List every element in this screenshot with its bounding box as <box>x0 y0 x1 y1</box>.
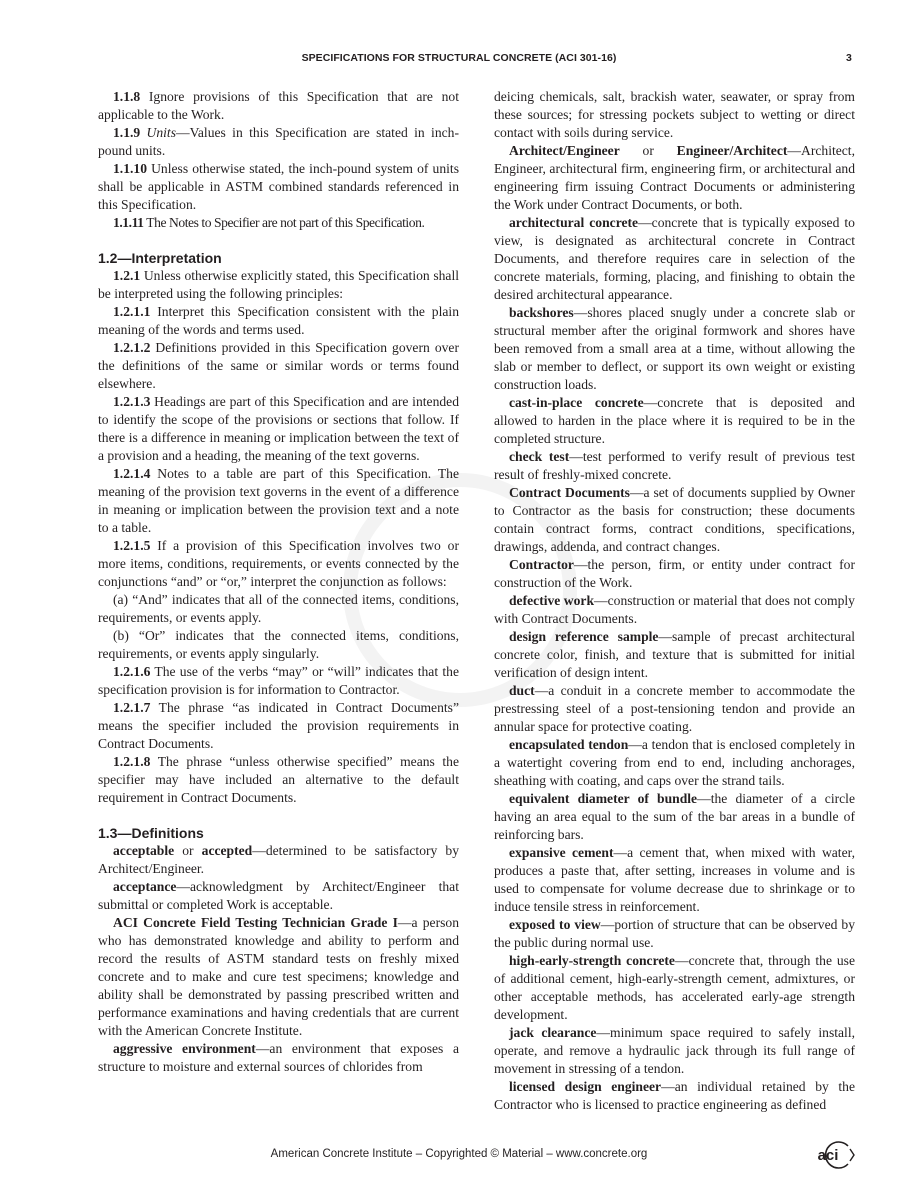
definition-exposed-to-view: exposed to view—portion of structure that can be observed by the public during normal use. <box>494 917 855 950</box>
definition-architectural-concrete: architectural concrete—concrete that is typically exposed to view, is designated as architectural concrete in Contract Documents, and therefore requires care in selection of the concrete materials, forming, placing, and finishing to obtain the desired architectural appearance. <box>494 215 855 302</box>
definition-duct: duct—a conduit in a concrete member to accommodate the prestressing steel of a post-tensioning tendon and provide an annular space for protective coating. <box>494 683 855 734</box>
clause-1-2-1-4: 1.2.1.4 Notes to a table are part of this Specification. The meaning of the provision text governs in the event of a difference in meaning or implication between the provision text and a note to a table. <box>98 466 459 535</box>
definition-design-reference-sample: design reference sample—sample of precast architectural concrete color, finish, and texture that is submitted for initial verification of design intent. <box>494 629 856 680</box>
clause-1-2-1-5-a: (a) “And” indicates that all of the connected items, conditions, requirements, or events apply. <box>98 592 459 625</box>
definition-check-test: check test—test performed to verify result of previous test result of freshly-mixed concrete. <box>494 449 855 482</box>
definition-equivalent-diameter: equivalent diameter of bundle—the diameter of a circle having an area equal to the sum of the bar areas in a bundle of reinforcing bars. <box>494 791 855 842</box>
page-number: 3 <box>846 52 852 64</box>
definition-contractor: Contractor—the person, firm, or entity under contract for construction of the Work. <box>494 557 855 590</box>
aci-logo <box>806 1140 856 1170</box>
left-column <box>98 88 459 1076</box>
clause-1-1-10: 1.1.10 Unless otherwise stated, the inch-pound system of units shall be applicable in ASTM combined standards referenced in this Specification. <box>98 161 459 212</box>
definition-jack-clearance: jack clearance—minimum space required to safely install, operate, and remove a hydraulic jack through its full range of movement in stressing of a tendon. <box>494 1025 855 1076</box>
page-header <box>0 50 918 68</box>
definition-continuation: deicing chemicals, salt, brackish water, seawater, or spray from these sources; for stressing pockets subject to wetting or direct contact with soils during service. <box>494 89 855 140</box>
clause-1-1-9: 1.1.9 Units—Values in this Specification are stated in inch-pound units. <box>98 125 459 158</box>
clause-1-2-1-6: 1.2.1.6 The use of the verbs “may” or “will” indicates that the specification provision is for information to Contractor. <box>98 664 459 697</box>
clause-1-1-11: 1.1.11 The Notes to Specifier are not part of this Specification. <box>113 215 425 230</box>
definition-acceptance: acceptance—acknowledgment by Architect/Engineer that submittal or completed Work is acceptable. <box>98 879 459 912</box>
clause-1-2-1-7: 1.2.1.7 The phrase “as indicated in Contract Documents” means the specifier included the provision requirements in Contract Documents. <box>98 700 459 751</box>
clause-1-2-1-2: 1.2.1.2 Definitions provided in this Specification govern over the definitions of the same or similar words or terms found elsewhere. <box>98 340 459 391</box>
definition-backshores: backshores—shores placed snugly under a concrete slab or structural member after the original formwork and shores have been removed from a small area at a time, without allowing the slab or member to deflect, or support its own weight or existing construction loads. <box>494 305 855 392</box>
page-footer: American Concrete Institute – Copyrighted © Material – www.concrete.org <box>270 1148 648 1160</box>
svg-text:aci: aci <box>817 1147 839 1164</box>
definition-defective-work: defective work—construction or material that does not comply with Contract Documents. <box>494 593 855 626</box>
definition-architect-engineer: Architect/Engineer or Engineer/Architect—Architect, Engineer, architectural firm, engineering firm, or architectural and engineering firm issuing Contract Documents or administering the Work under Contract Documents, or both. <box>494 143 855 212</box>
clause-1-2-1-3: 1.2.1.3 Headings are part of this Specification and are intended to identify the scope of the provisions or sections that follow. If there is a difference in meaning or implication between the text of a provision and a heading, the meaning of the text governs. <box>98 394 459 463</box>
definition-expansive-cement: expansive cement—a cement that, when mixed with water, produces a paste that, after setting, increases in volume and is used to compensate for volume decrease due to shrinkage or to induce tensile stress in reinforcement. <box>494 845 855 914</box>
definition-acceptable: acceptable or accepted—determined to be satisfactory by Architect/Engineer. <box>98 843 459 876</box>
clause-1-2-1-5-b: (b) “Or” indicates that the connected items, conditions, requirements, or events apply singularly. <box>98 628 459 661</box>
section-heading-interpretation: 1.2—Interpretation <box>98 250 222 266</box>
definition-cast-in-place-concrete: cast-in-place concrete—concrete that is deposited and allowed to harden in the place where it is required to be in the completed structure. <box>494 395 855 446</box>
right-column <box>494 88 855 1114</box>
section-heading-definitions: 1.3—Definitions <box>98 825 204 841</box>
definition-contract-documents: Contract Documents—a set of documents supplied by Owner to Contractor as the basis for construction; these documents contain contract forms, contract conditions, specifications, drawings, addenda, and contract changes. <box>494 485 855 554</box>
clause-1-1-8: 1.1.8 Ignore provisions of this Specification that are not applicable to the Work. <box>98 89 459 122</box>
definition-aggressive-environment: aggressive environment—an environment that exposes a structure to moisture and external sources of chlorides from <box>98 1041 459 1074</box>
clause-1-2-1-1: 1.2.1.1 Interpret this Specification consistent with the plain meaning of the words and terms used. <box>98 304 459 337</box>
clause-1-2-1-5: 1.2.1.5 If a provision of this Specification involves two or more items, conditions, requirements, or events connected by the conjunctions “and” or “or,” interpret the conjunction as follows: <box>98 538 459 589</box>
definition-high-early-strength: high-early-strength concrete—concrete that, through the use of additional cement, high-early-strength cement, admixtures, or other acceptable methods, has accelerated early-age strength development. <box>494 953 855 1022</box>
clause-1-2-1: 1.2.1 Unless otherwise explicitly stated, this Specification shall be interpreted using the following principles: <box>98 268 459 301</box>
definition-encapsulated-tendon: encapsulated tendon—a tendon that is enclosed completely in a watertight covering from end to end, including anchorages, sheathing with coating, and caps over the strand tails. <box>494 737 856 788</box>
definition-licensed-design-engineer: licensed design engineer—an individual retained by the Contractor who is licensed to practice engineering as defined <box>494 1079 855 1112</box>
clause-1-2-1-8: 1.2.1.8 The phrase “unless otherwise specified” means the specifier may have included an alternative to the default requirement in Contract Documents. <box>98 754 459 805</box>
running-title: SPECIFICATIONS FOR STRUCTURAL CONCRETE (ACI 301-16) <box>301 52 617 64</box>
definition-aci-technician: ACI Concrete Field Testing Technician Grade I—a person who has demonstrated knowledge and ability to perform and record the results of ASTM standard tests on freshly mixed concrete and to make and cure test specimens; knowledge and ability shall be demonstrated by passing prescribed written and performance examinations and having credentials that are current with the American Concrete Institute. <box>98 915 459 1038</box>
